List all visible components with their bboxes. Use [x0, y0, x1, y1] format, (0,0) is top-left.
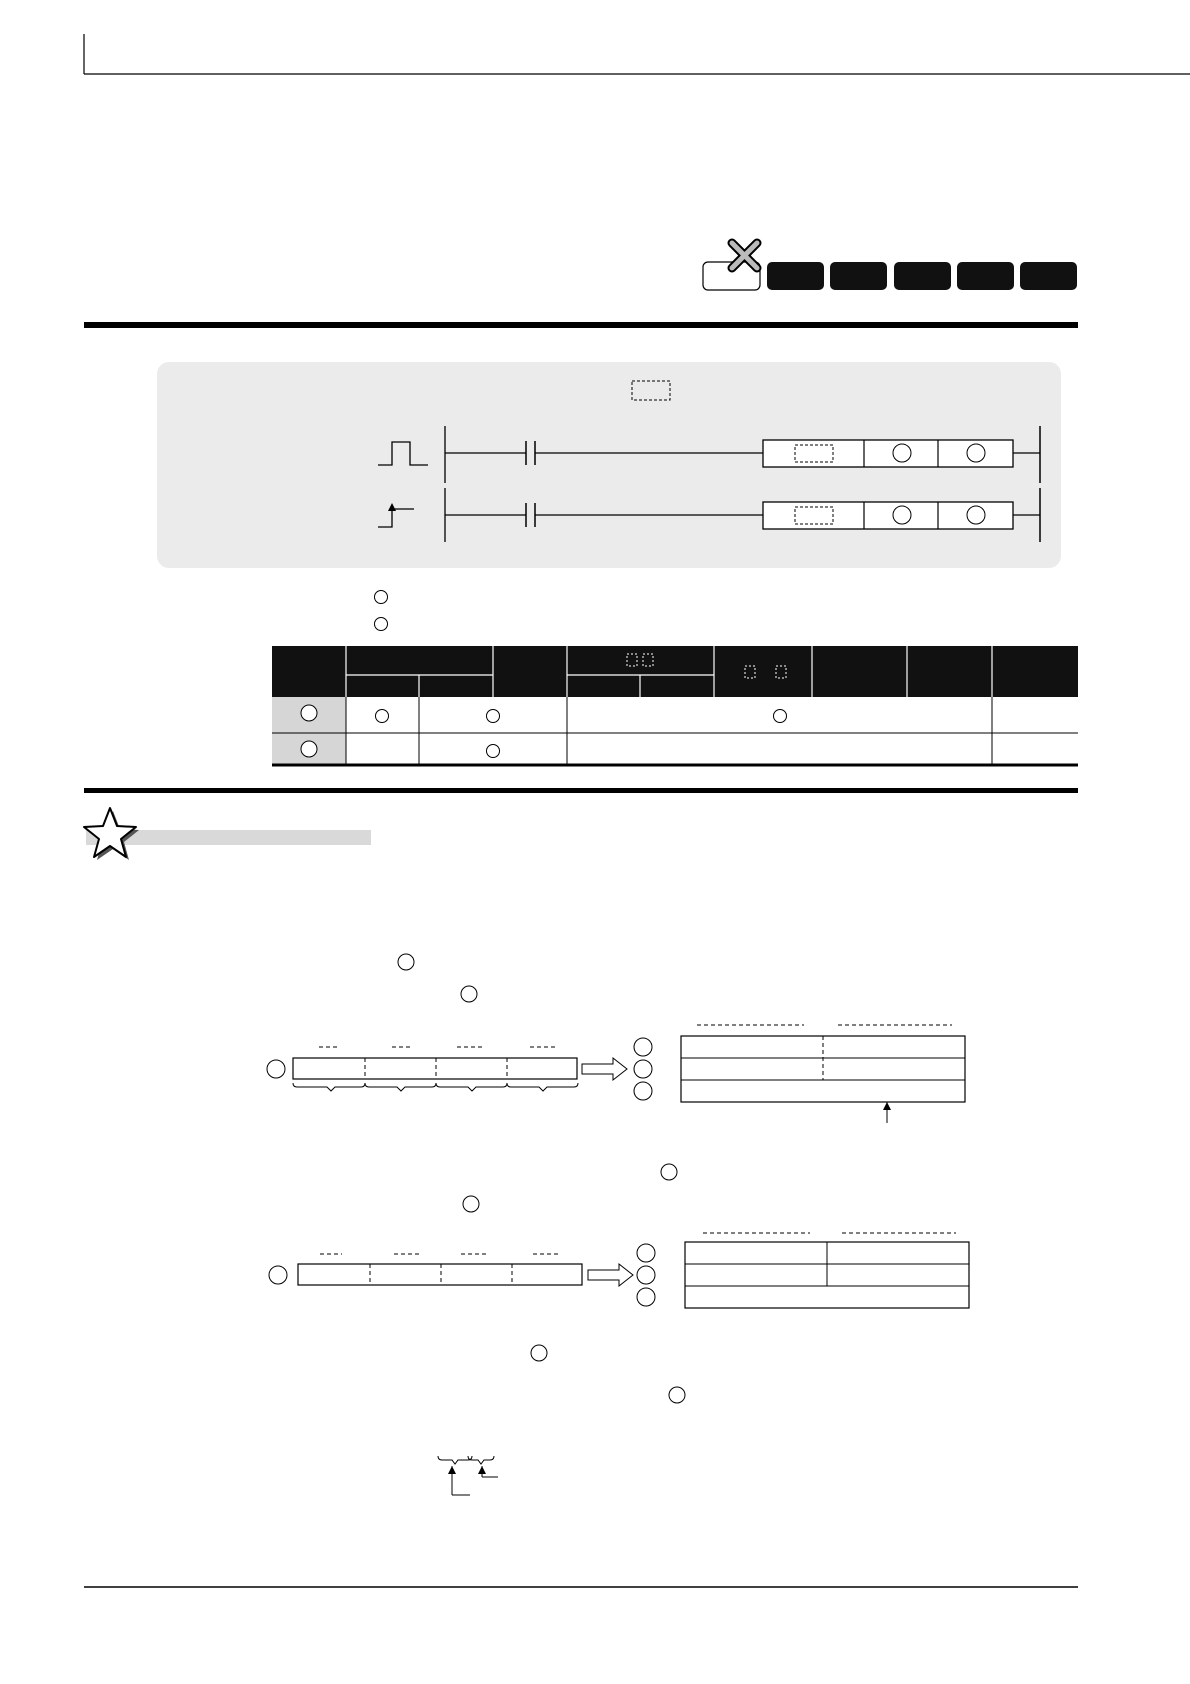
operand-note-circle-2 [375, 618, 388, 631]
cpu-badge-1 [767, 262, 824, 290]
availability-circle [376, 710, 389, 723]
section-separator [84, 322, 1078, 328]
conversion-diagram-1 [267, 1025, 965, 1123]
availability-circle [487, 745, 500, 758]
cpu-badge-3 [894, 262, 951, 290]
star-icon [84, 808, 139, 860]
source-circle [267, 1060, 285, 1078]
row-header-circle [301, 741, 317, 757]
device-table [272, 646, 1078, 765]
conversion-diagram-2 [269, 1233, 969, 1308]
cpu-badge-group [703, 243, 1077, 290]
arrow-right-icon [582, 1058, 627, 1080]
arrow-right-icon [588, 1264, 633, 1286]
page-corner-rule [84, 34, 1190, 74]
operand-note-circle-1 [375, 591, 388, 604]
cpu-badge-5 [1020, 262, 1077, 290]
source-circle [269, 1266, 287, 1284]
cpu-badge-2 [830, 262, 887, 290]
digit-bracket-callout [438, 1456, 498, 1495]
cpu-badge-4 [957, 262, 1014, 290]
availability-circle [774, 710, 787, 723]
row-header-circle [301, 705, 317, 721]
availability-circle [487, 710, 500, 723]
function-separator [84, 788, 1078, 793]
